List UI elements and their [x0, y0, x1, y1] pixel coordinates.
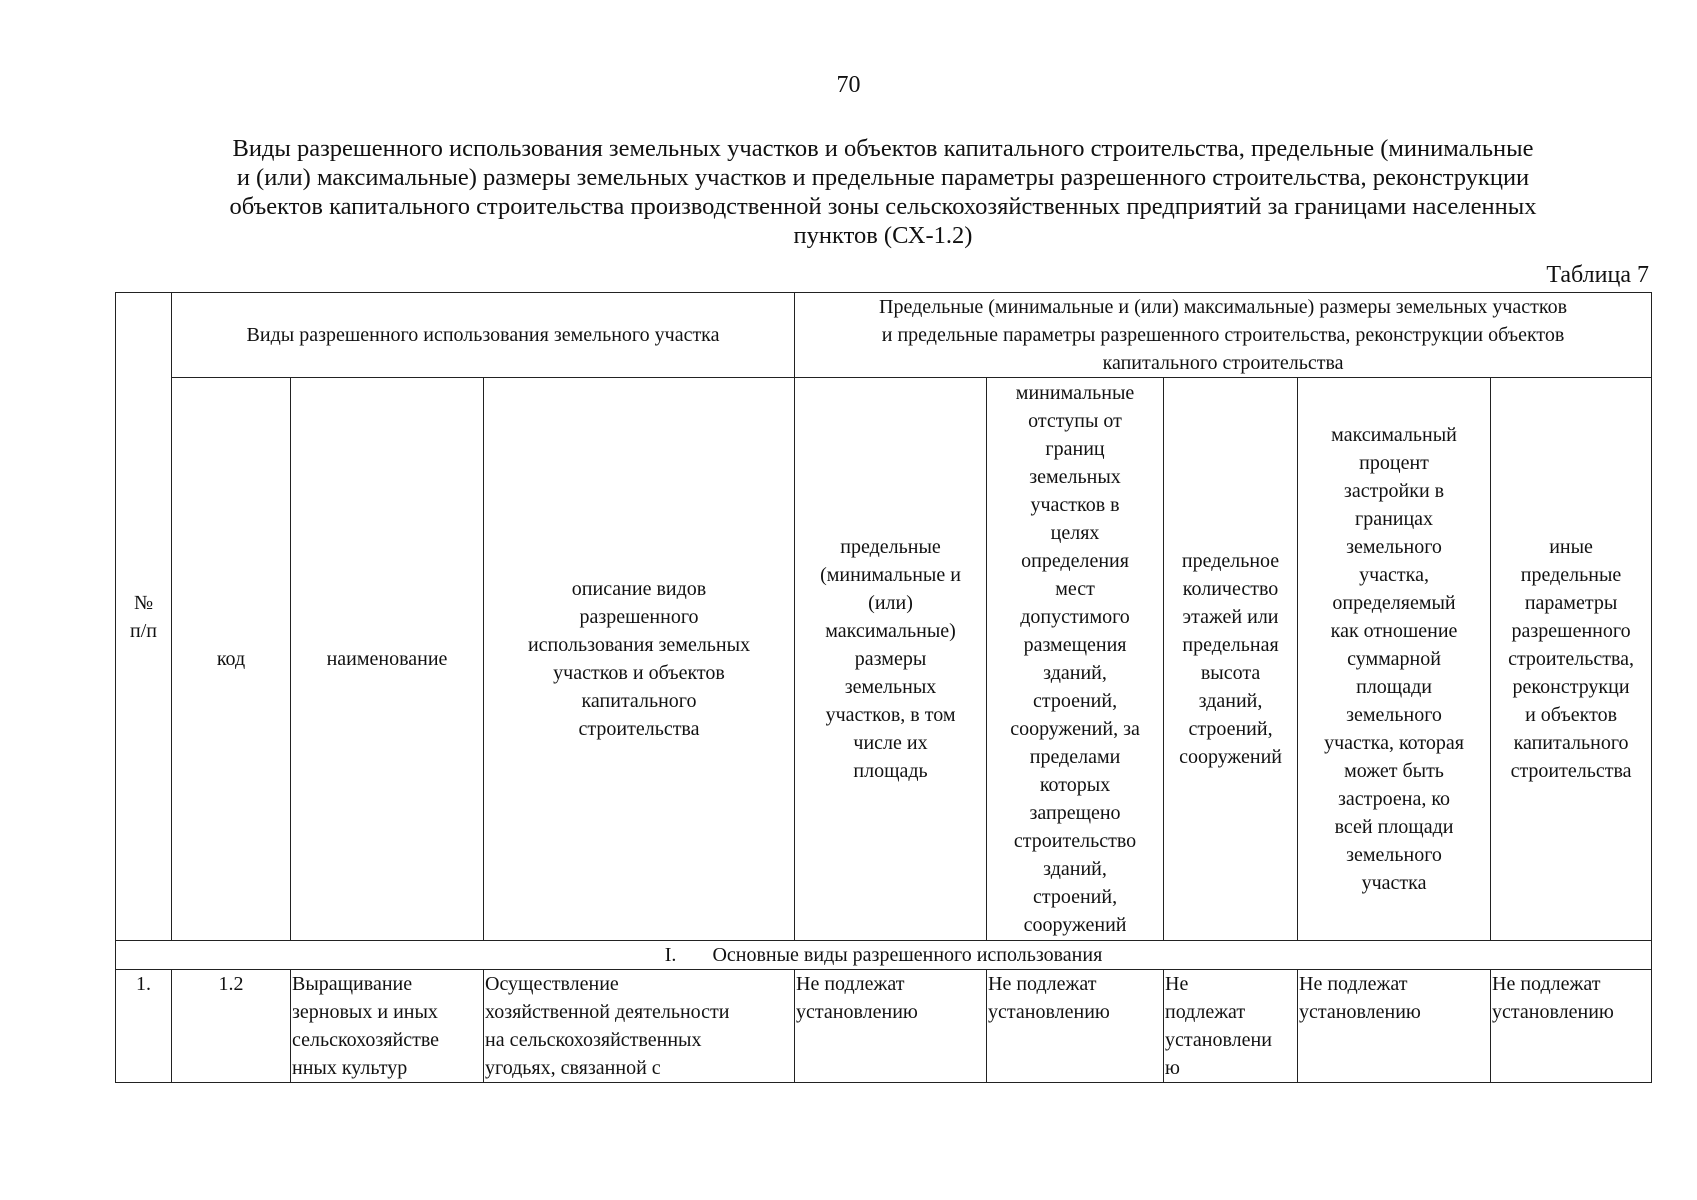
table-row [116, 970, 1652, 1083]
header-num: № п/п [116, 293, 172, 941]
cell-line: участка, [1359, 564, 1429, 586]
cell-line: капитального [1513, 732, 1629, 754]
section-number: I. [664, 944, 677, 966]
cell-line: капитального [581, 690, 697, 712]
cell-line: суммарной [1347, 648, 1441, 670]
cell-line: запрещено [1029, 802, 1121, 824]
cell-line: (минимальные и [820, 564, 961, 586]
cell-line: границах [1354, 508, 1434, 530]
row-code: 1.2 [172, 970, 291, 1083]
row-setbacks [987, 970, 1164, 1083]
cell-line: площадь [853, 760, 928, 782]
cell-line: этажей или [1182, 606, 1279, 628]
row-size-limits [795, 970, 987, 1083]
cell-line: участков и объектов [553, 662, 725, 684]
row-description [484, 970, 795, 1083]
section-heading [116, 941, 1652, 970]
cell-line: предельное [1181, 550, 1280, 572]
cell-line: определяемый [1332, 592, 1456, 614]
cell-line: площади [1356, 676, 1432, 698]
cell-line: зерновых и иных [292, 1001, 438, 1023]
cell-line: Предельные (минимальные и (или) максимальные) размеры земельных участков [879, 296, 1568, 318]
cell-line: описание видов [571, 578, 707, 600]
cell-line: предельные [1520, 564, 1622, 586]
cell-line: числе их [853, 732, 928, 754]
cell-line: строений, [1032, 690, 1118, 712]
header-description [484, 378, 795, 941]
title-line: и (или) максимальные) размеры земельных участков и предельные параметры разрешенного строительства, реконструкции [236, 164, 1530, 191]
cell-line: установлени [1165, 1029, 1272, 1051]
header-floors [1164, 378, 1298, 941]
title-line: объектов капитального строительства производственной зоны сельскохозяйственных предприятий за границами населенных [229, 193, 1537, 220]
row-other [1491, 970, 1652, 1083]
header-coverage [1298, 378, 1491, 941]
cell-line: зданий, [1043, 858, 1107, 880]
cell-line: Не подлежат [1492, 973, 1601, 995]
cell-line: и объектов [1525, 704, 1618, 726]
cell-line: застроена, ко [1338, 788, 1451, 810]
row-floors [1164, 970, 1298, 1083]
cell-line: участка, которая [1324, 732, 1464, 754]
cell-line: строительства [578, 718, 700, 740]
header-other [1491, 378, 1652, 941]
cell-line: сооружений [1023, 914, 1127, 936]
cell-line: как отношение [1330, 620, 1458, 642]
cell-line: ю [1165, 1057, 1180, 1079]
cell-line: высота [1200, 662, 1261, 684]
document-title [118, 134, 1648, 250]
cell-line: Не подлежат [796, 973, 905, 995]
cell-line: минимальные [1015, 382, 1135, 404]
cell-line: хозяйственной деятельности [485, 1001, 730, 1023]
title-line: пунктов (СХ-1.2) [793, 222, 973, 249]
cell-line: Выращивание [292, 973, 413, 995]
cell-line: разрешенного [579, 606, 699, 628]
cell-line: нных культур [292, 1057, 408, 1079]
row-num: 1. [116, 970, 172, 1083]
cell-line: на сельскохозяйственных [485, 1029, 702, 1051]
cell-line: установлению [988, 1001, 1110, 1023]
cell-line: и предельные параметры разрешенного строительства, реконструкции объектов [881, 324, 1565, 346]
cell-line: подлежат [1165, 1001, 1246, 1023]
land-use-table [115, 292, 1652, 1083]
cell-line: количество [1182, 578, 1279, 600]
cell-line: строительства [1510, 760, 1632, 782]
cell-line: зданий, [1198, 690, 1263, 712]
cell-line: может быть [1344, 760, 1444, 782]
cell-line: предельные [840, 536, 941, 558]
header-group-left: Виды разрешенного использования земельного участка [172, 293, 795, 378]
cell-line: установлению [1492, 1001, 1614, 1023]
cell-line: реконструкци [1512, 676, 1630, 698]
cell-line: всей площади [1334, 816, 1454, 838]
cell-line: угодьях, связанной с [485, 1057, 661, 1079]
cell-line: мест [1055, 578, 1095, 600]
cell-line: Не подлежат [1299, 973, 1408, 995]
table-label: Таблица 7 [1546, 262, 1649, 288]
cell-line: капитального строительства [1102, 352, 1344, 374]
cell-line: размещения [1023, 634, 1127, 656]
cell-line: строительства, [1508, 648, 1635, 670]
cell-line: процент [1359, 452, 1429, 474]
cell-line: размеры [854, 648, 927, 670]
cell-line: сооружений [1179, 746, 1282, 768]
cell-line: отступы от [1028, 410, 1122, 432]
cell-line: Не подлежат [988, 973, 1097, 995]
row-coverage [1298, 970, 1491, 1083]
cell-line: участков в [1030, 494, 1120, 516]
cell-line: установлению [1299, 1001, 1421, 1023]
cell-line: определения [1021, 550, 1129, 572]
cell-line: допустимого [1020, 606, 1130, 628]
cell-line: иные [1549, 536, 1593, 558]
section-title: Основные виды разрешенного использования [712, 944, 1103, 966]
cell-line: участков, в том [825, 704, 956, 726]
cell-line: пределами [1029, 746, 1121, 768]
cell-line: Не [1165, 973, 1189, 995]
cell-line: строений, [1032, 886, 1118, 908]
row-name [291, 970, 484, 1083]
cell-line: которых [1039, 774, 1111, 796]
cell-line: земельного [1346, 704, 1442, 726]
cell-line: застройки в [1343, 480, 1445, 502]
cell-line: земельного [1346, 844, 1442, 866]
cell-line: земельных [1029, 466, 1121, 488]
cell-line: земельного [1346, 536, 1442, 558]
cell-line: разрешенного [1511, 620, 1631, 642]
cell-line: параметры [1524, 592, 1618, 614]
header-code: код [172, 378, 291, 941]
cell-line: участка [1361, 872, 1427, 894]
cell-line: сооружений, за [1010, 718, 1140, 740]
cell-line: целях [1050, 522, 1100, 544]
title-line: Виды разрешенного использования земельных участков и объектов капитального строительства, предельные (минимальные [232, 135, 1534, 162]
cell-line: Осуществление [485, 973, 619, 995]
cell-line: строений, [1188, 718, 1273, 740]
cell-line: строительство [1013, 830, 1137, 852]
cell-line: зданий, [1043, 662, 1107, 684]
cell-line: максимальный [1331, 424, 1457, 446]
cell-line: предельная [1182, 634, 1279, 656]
page-number: 70 [836, 72, 861, 98]
header-size-limits [795, 378, 987, 941]
cell-line: максимальные) [825, 620, 956, 642]
cell-line: установлению [796, 1001, 918, 1023]
header-group-right [795, 293, 1652, 378]
header-name: наименование [291, 378, 484, 941]
cell-line: сельскохозяйстве [292, 1029, 440, 1051]
cell-line: земельных [844, 676, 937, 698]
cell-line: (или) [868, 592, 913, 614]
cell-line: использования земельных [527, 634, 751, 656]
header-setbacks [987, 378, 1164, 941]
cell-line: границ [1045, 438, 1105, 460]
